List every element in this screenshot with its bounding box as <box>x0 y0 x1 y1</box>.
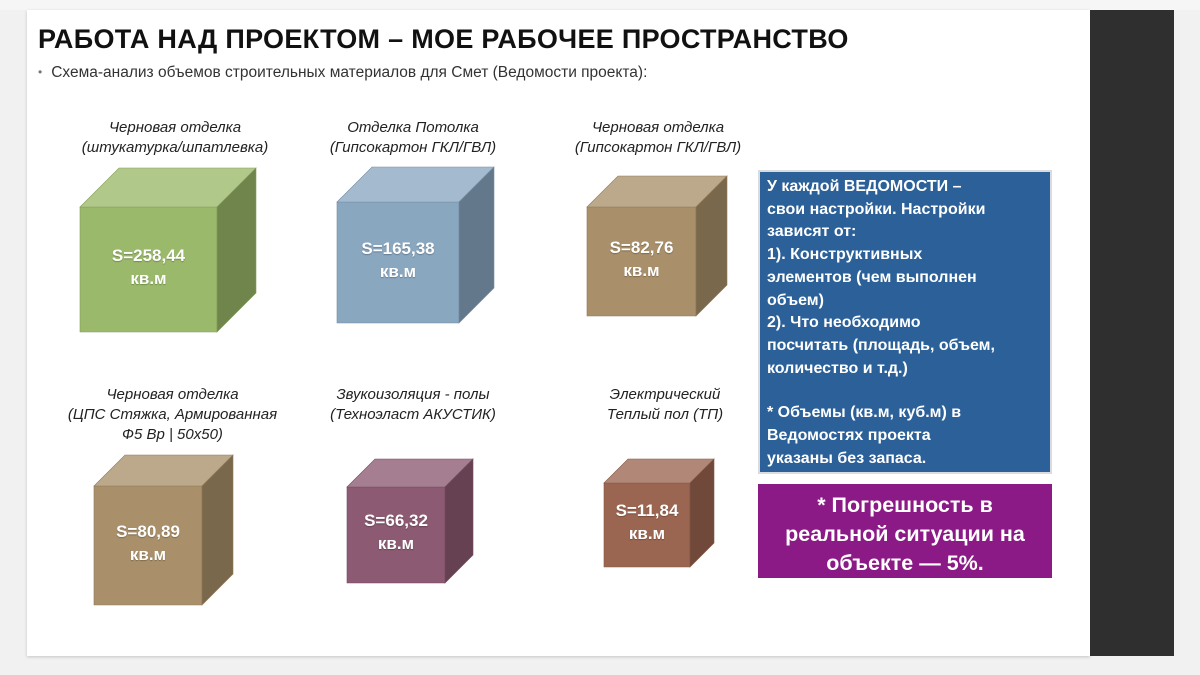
cube-area-unit: кв.м <box>129 544 167 564</box>
cube-caption-5 <box>293 385 533 425</box>
cube-caption-1 <box>55 118 295 158</box>
info-line: объем) <box>767 291 824 309</box>
info-line: 1). Конструктивных <box>767 246 923 264</box>
info-line: 2). Что необходимо <box>767 314 921 332</box>
info-line: свои настройки. Настройки <box>767 200 986 218</box>
cube-value-label <box>587 236 696 282</box>
cube-area-value: S=165,38 <box>361 238 435 258</box>
cube-value-label <box>80 244 217 290</box>
caption-line: Ф5 Вр | 50х50) <box>122 426 223 443</box>
settings-info-box <box>758 170 1052 474</box>
info-line: элементов (чем выполнен <box>767 268 977 286</box>
cube-area-value: S=258,44 <box>111 245 186 265</box>
caption-line: Черновая отделка <box>591 119 725 136</box>
caption-line: Теплый пол (ТП) <box>606 406 724 423</box>
caption-line: (ЦПС Стяжка, Армированная <box>67 406 278 423</box>
info-line: посчитать (площадь, объем, <box>767 336 995 354</box>
caption-line: Черновая отделка <box>108 119 242 136</box>
material-cube-6 <box>604 459 714 567</box>
subtitle-text: Схема-анализ объемов строительных материалов для Смет (Ведомости проекта): <box>51 64 648 81</box>
cube-area-value: S=66,32 <box>364 511 428 530</box>
cube-caption-3 <box>538 118 778 158</box>
error-margin-box <box>758 484 1052 578</box>
material-cube-1 <box>80 168 256 332</box>
caption-line: Звукоизоляция - полы <box>336 386 490 403</box>
cube-caption-4 <box>40 385 305 445</box>
caption-line: Черновая отделка <box>106 386 239 403</box>
material-cube-5 <box>347 459 473 583</box>
cube-value-label <box>94 520 202 566</box>
info-line: Ведомостях проекта <box>767 427 931 445</box>
caption-line: (Гипсокартон ГКЛ/ГВЛ) <box>574 139 742 156</box>
info-line: * Объемы (кв.м, куб.м) в <box>767 404 962 422</box>
cube-value-label <box>337 237 459 283</box>
cube-area-value: S=82,76 <box>609 237 674 257</box>
side-dark-panel <box>1090 10 1174 656</box>
cube-area-unit: кв.м <box>130 268 167 288</box>
bullet-icon: • <box>38 65 43 79</box>
caption-line: (штукатурка/шпатлевка) <box>81 139 269 156</box>
info-line: зависят от: <box>767 223 857 241</box>
cube-area-unit: кв.м <box>377 534 415 553</box>
error-line: реальной ситуации на <box>785 522 1025 546</box>
info-line: указаны без запаса. <box>767 449 927 467</box>
caption-line: Электрический <box>609 386 721 403</box>
info-gap <box>767 380 1042 402</box>
info-line: количество и т.д.) <box>767 359 908 377</box>
cube-value-label <box>347 509 445 555</box>
material-cube-3 <box>587 176 727 316</box>
error-line: объекте — 5%. <box>826 551 984 575</box>
caption-line: Отделка Потолка <box>347 119 479 136</box>
material-cube-2 <box>337 167 494 323</box>
info-line: У каждой ВЕДОМОСТИ – <box>767 178 962 195</box>
window-top-strip <box>0 0 1200 10</box>
cube-area-unit: кв.м <box>379 261 417 281</box>
caption-line: (Техноэласт АКУСТИК) <box>330 406 496 423</box>
cube-value-label <box>604 499 690 545</box>
slide-title: РАБОТА НАД ПРОЕКТОМ – МОЕ РАБОЧЕЕ ПРОСТРАНСТВО <box>38 24 849 54</box>
material-cube-4 <box>94 455 233 605</box>
cube-caption-2 <box>293 118 533 158</box>
slide-subtitle <box>38 64 647 82</box>
error-line: * Погрешность в <box>817 493 993 517</box>
cube-area-value: S=11,84 <box>615 501 679 520</box>
cube-area-unit: кв.м <box>628 524 666 543</box>
cube-caption-6 <box>545 385 785 425</box>
cube-area-unit: кв.м <box>623 260 660 280</box>
cube-area-value: S=80,89 <box>116 521 180 541</box>
caption-line: (Гипсокартон ГКЛ/ГВЛ) <box>329 139 497 156</box>
